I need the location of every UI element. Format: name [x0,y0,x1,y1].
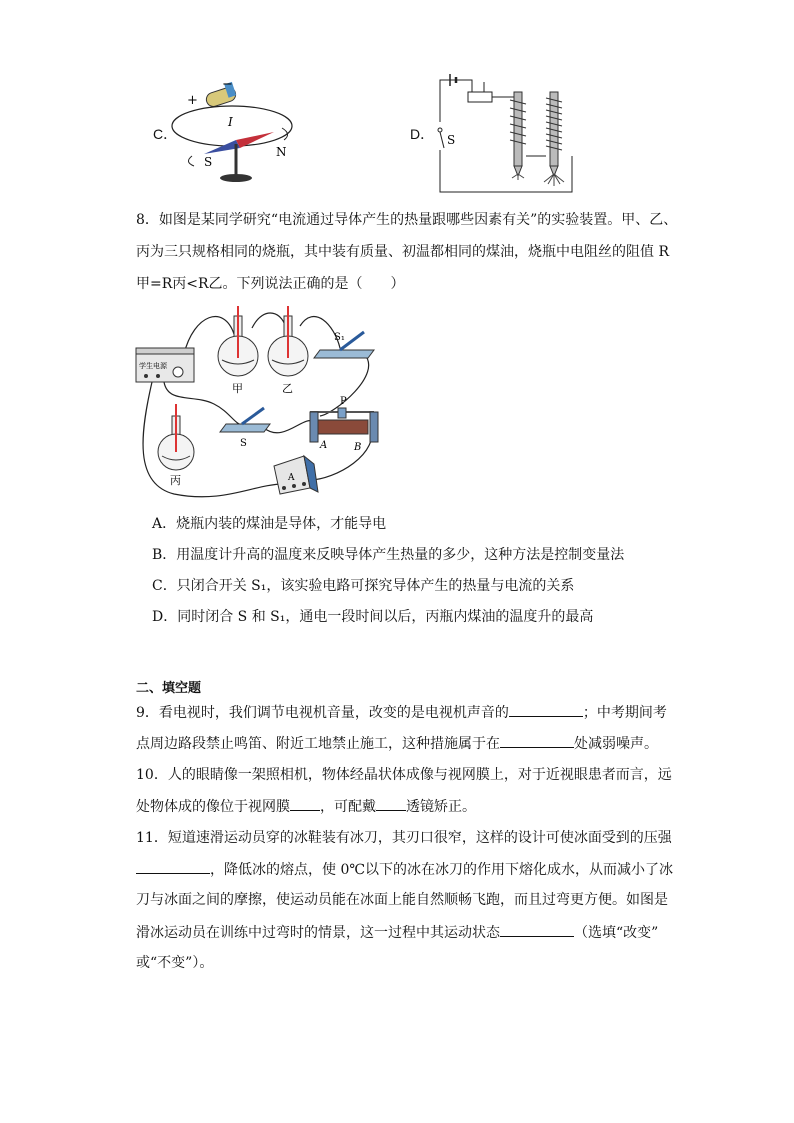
switch-lever [440,132,444,148]
flask-yi-label: 乙 [282,382,293,395]
power-knob-icon [173,367,183,377]
flask-jia [218,306,258,376]
q11-line4 [136,922,658,943]
figure-c-compass-coil [170,74,300,186]
south-label: S [204,155,213,169]
q9-text-2b: 处减弱噪声。 [574,736,658,752]
q8-line2: 丙为三只规格相同的烧瓶，其中装有质量、初温都相同的煤油，烧瓶中电阻丝的阻值 R [136,244,669,260]
power-supply-label: 学生电源 [139,362,167,370]
plus-sign: + [187,93,198,108]
q11-line1: 11．短道速滑运动员穿的冰鞋装有冰刀，其刃口很窄，这样的设计可使冰面受到的压强 [136,830,672,846]
switch-contact [438,128,442,132]
q10-blank-2[interactable] [376,796,406,811]
q9-blank-1[interactable] [509,702,583,717]
ammeter-label: A [288,473,295,483]
q9-text-1a: 9．看电视时，我们调节电视机音量，改变的是电视机声音的 [136,705,509,721]
q8-option-b: B．用温度计升高的温度来反映导体产生热量的多少，这种方法是控制变量法 [152,547,625,563]
terminal-a-label: A [320,440,328,451]
q10-text-2b: ，可配戴 [320,799,376,815]
q11-blank-2[interactable] [500,922,574,937]
slider-p-label: P [340,396,347,407]
q11-blank-1[interactable] [136,859,210,874]
pins-right [544,174,564,186]
q8-option-a: A．烧瓶内装的煤油是导体，才能导电 [152,516,387,532]
q8-line3: 甲=R丙<R乙。下列说法正确的是（ ） [136,276,405,292]
q11-text-4a: 滑冰运动员在训练中过弯时的情景，这一过程中其运动状态 [136,925,500,941]
switch-s [220,408,270,432]
option-d-label: D． [410,126,435,142]
flask-bing-label: 丙 [170,474,181,487]
q11-text-4b: （选填“改变” [574,925,659,941]
q11-line5: 或“不变”）。 [136,955,214,971]
q9-text-1b: ；中考期间考 [582,705,667,721]
switch-s-label: S [240,438,247,449]
q11-text-2: ，降低冰的熔点，使 0℃以下的冰在冰刀的作用下熔化成水，从而减小了冰 [210,862,674,878]
q9-blank-2[interactable] [500,733,574,748]
q8-option-d: D．同时闭合 S 和 S₁，通电一段时间以后，丙瓶内煤油的温度升的最高 [152,609,594,625]
current-label: I [228,115,233,129]
rheostat [468,92,492,102]
option-c-label: C． [153,126,178,142]
north-label: N [276,145,287,159]
q10-blank-1[interactable] [290,796,320,811]
pins-left [512,174,524,180]
rotate-arrow-left [188,156,194,166]
q9-line2 [136,733,658,754]
q10-text-2a: 处物体成的像位于视网膜 [136,799,290,815]
q10-line2 [136,796,476,817]
figure-d-electromagnets [432,70,582,196]
ammeter [274,456,318,494]
flask-yi [268,306,308,376]
compass-needle-north [236,132,274,148]
q10-line1: 10．人的眼睛像一架照相机，物体经晶状体成像与视网膜上，对于近视眼患者而言，远 [136,767,672,783]
q9-text-2a: 点周边路段禁止鸣笛、附近工地禁止施工，这种措施属于在 [136,736,500,752]
flask-bing [158,404,194,470]
q11-line2 [136,859,673,880]
switch-s1-label: S₁ [334,332,345,343]
minus-sign: − [222,77,233,92]
flask-jia-label: 甲 [232,382,243,395]
q10-text-2c: 透镜矫正。 [406,799,476,815]
q8-circuit-figure [134,304,394,500]
compass-stand [220,174,252,182]
q11-line3: 刀与冰面之间的摩擦，使运动员能在冰面上能自然顺畅飞跑，而且过弯更方便。如图是 [136,892,668,908]
q8-option-c: C．只闭合开关 S₁，该实验电路可探究导体产生的热量与电流的关系 [152,578,575,594]
q8-line1: 8．如图是某同学研究“电流通过导体产生的热量跟哪些因素有关”的实验装置。甲、乙、 [136,212,678,228]
terminal-b-label: B [354,442,362,453]
sliding-rheostat [310,408,378,442]
switch-label: S [447,133,456,147]
section-title: 二、填空题 [136,681,202,696]
q9-line1 [136,702,667,723]
